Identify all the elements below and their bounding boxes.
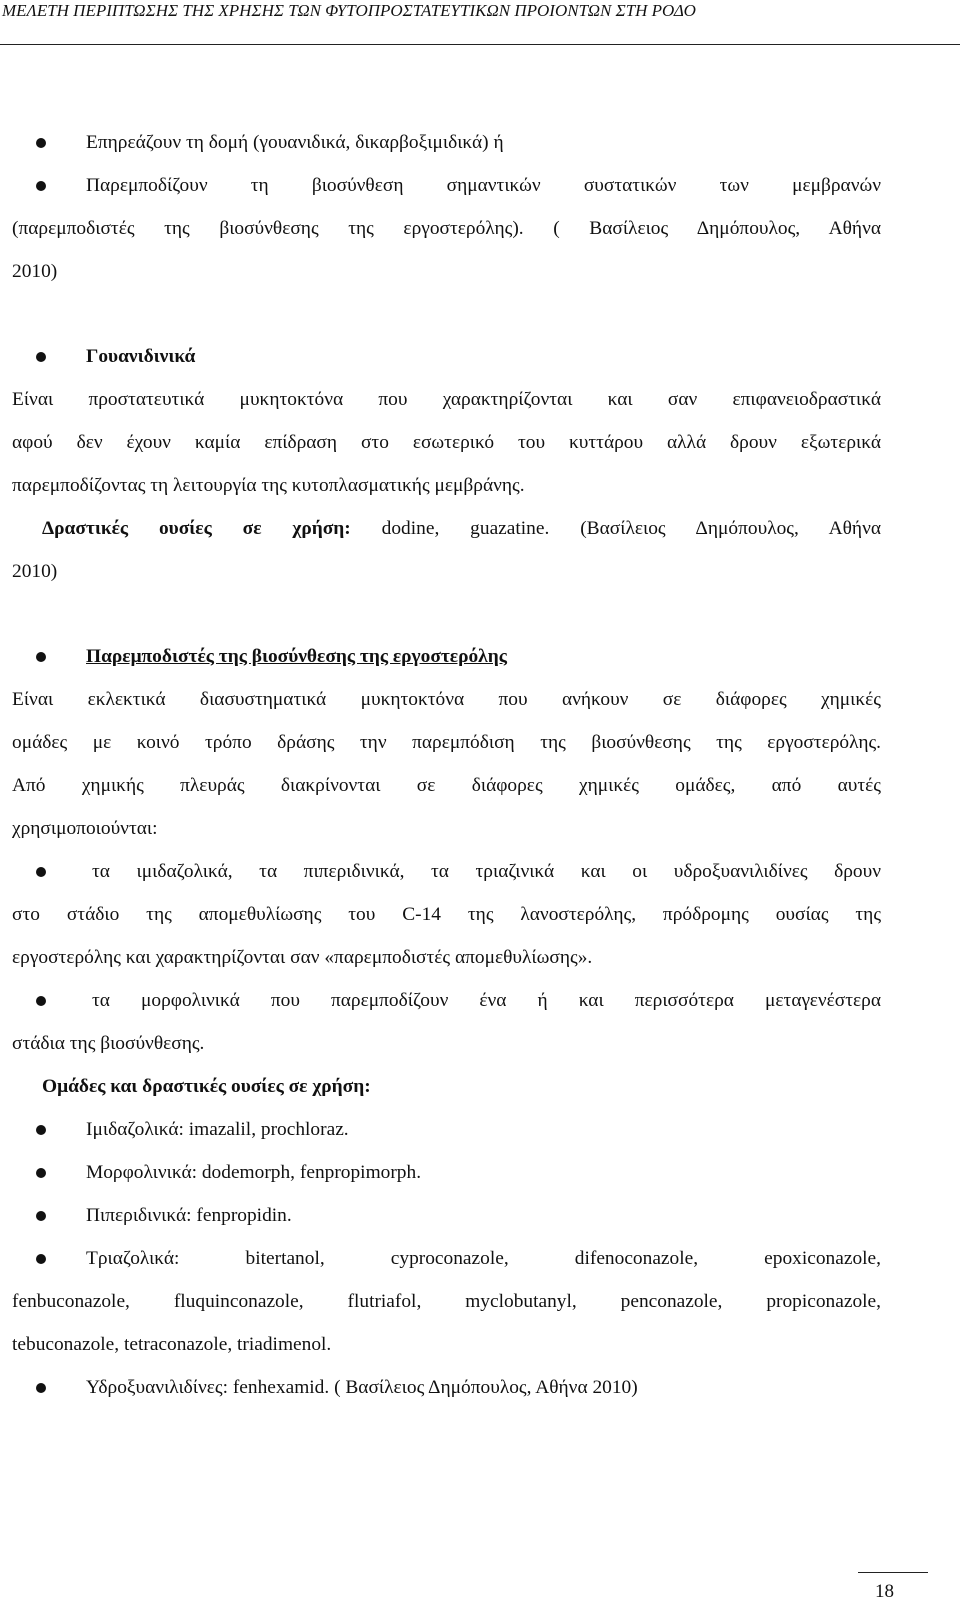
bullet-icon	[36, 352, 46, 362]
active-substances-text: dodine, guazatine. (Βασίλειος Δημόπουλος, Αθήνα	[350, 518, 881, 539]
bullet-icon	[36, 1168, 46, 1178]
header-divider	[0, 44, 960, 45]
paragraph-line: Είναι προστατευτικά μυκητοκτόνα που χαρακτηρίζονται και σαν επιφανειοδραστικά	[12, 389, 881, 410]
section-heading-inhibitors: Παρεμποδιστές της βιοσύνθεσης της εργοστερόλης	[86, 646, 507, 667]
section-heading-groups: Ομάδες και δραστικές ουσίες σε χρήση:	[42, 1076, 371, 1097]
paragraph-line	[42, 516, 881, 542]
list-item: Υδροξυανιλιδίνες: fenhexamid. ( Βασίλειος Δημόπουλος, Αθήνα 2010)	[86, 1377, 638, 1398]
paragraph-line: τα ιμιδαζολικά, τα πιπεριδινικά, τα τριαζινικά και οι υδροξυανιλιδίνες δρουν	[92, 861, 881, 882]
paragraph-line: Είναι εκλεκτικά διασυστηματικά μυκητοκτόνα που ανήκουν σε διάφορες χημικές	[12, 689, 881, 710]
footer-divider	[858, 1572, 928, 1573]
paragraph-line: Παρεμποδίζουν τη βιοσύνθεση σημαντικών συστατικών των μεμβρανών	[86, 175, 881, 196]
list-item-continued: fenbuconazole, fluquinconazole, flutriafol, myclobutanyl, penconazole, propiconazole,	[12, 1291, 881, 1312]
active-substances-label: Δραστικές ουσίες σε χρήση:	[42, 518, 351, 539]
bullet-icon	[36, 1254, 46, 1264]
paragraph-line: ομάδες με κοινό τρόπο δράσης την παρεμπόδιση της βιοσύνθεσης της εργοστερόλης.	[12, 732, 881, 753]
bullet-icon	[36, 652, 46, 662]
bullet-icon	[36, 867, 46, 877]
paragraph-line: στο στάδιο της απομεθυλίωσης του C-14 της λανοστερόλης, πρόδρομης ουσίας της	[12, 904, 881, 925]
list-item: Πιπεριδινικά: fenpropidin.	[86, 1205, 292, 1226]
paragraph-line: χρησιμοποιούνται:	[12, 818, 158, 839]
section-heading-guanidines: Γουανιδινικά	[86, 346, 196, 367]
running-header: ΜΕΛΕΤΗ ΠΕΡΙΠΤΩΣΗΣ ΤΗΣ ΧΡΗΣΗΣ ΤΩΝ ΦΥΤΟΠΡΟΣΤΑΤΕΥΤΙΚΩΝ ΠΡΟΙΟΝΤΩΝ ΣΤΗ ΡΟΔΟ	[2, 1, 696, 20]
paragraph-line: εργοστερόλης και χαρακτηρίζονται σαν «παρεμποδιστές απομεθυλίωσης».	[12, 947, 593, 968]
list-item: Ιμιδαζολικά: imazalil, prochloraz.	[86, 1119, 349, 1140]
paragraph-line: Από χημικής πλευράς διακρίνονται σε διάφορες χημικές ομάδες, από αυτές	[12, 775, 881, 796]
list-item: Μορφολινικά: dodemorph, fenpropimorph.	[86, 1162, 422, 1183]
paragraph-line: στάδια της βιοσύνθεσης.	[12, 1033, 205, 1054]
bullet-icon	[36, 1211, 46, 1221]
bullet-icon	[36, 138, 46, 148]
bullet-icon	[36, 1125, 46, 1135]
paragraph-line: (παρεμποδιστές της βιοσύνθεσης της εργοστερόλης). ( Βασίλειος Δημόπουλος, Αθήνα	[12, 218, 881, 239]
paragraph-line: 2010)	[12, 561, 58, 582]
list-item: Τριαζολικά: bitertanol, cyproconazole, difenoconazole, epoxiconazole,	[86, 1248, 881, 1269]
paragraph-line: τα μορφολινικά που παρεμποδίζουν ένα ή και περισσότερα μεταγενέστερα	[92, 990, 881, 1011]
bullet-icon	[36, 181, 46, 191]
paragraph-line: αφού δεν έχουν καμία επίδραση στο εσωτερικό του κυττάρου αλλά δρουν εξωτερικά	[12, 432, 881, 453]
bullet-icon	[36, 1383, 46, 1393]
page-number: 18	[875, 1581, 894, 1602]
bullet-icon	[36, 996, 46, 1006]
paragraph-line: 2010)	[12, 261, 58, 282]
list-item-continued: tebuconazole, tetraconazole, triadimenol.	[12, 1334, 332, 1355]
paragraph-line: παρεμποδίζοντας τη λειτουργία της κυτοπλασματικής μεμβράνης.	[12, 475, 525, 496]
paragraph-line: Επηρεάζουν τη δομή (γουανιδικά, δικαρβοξιμιδικά) ή	[86, 132, 504, 153]
